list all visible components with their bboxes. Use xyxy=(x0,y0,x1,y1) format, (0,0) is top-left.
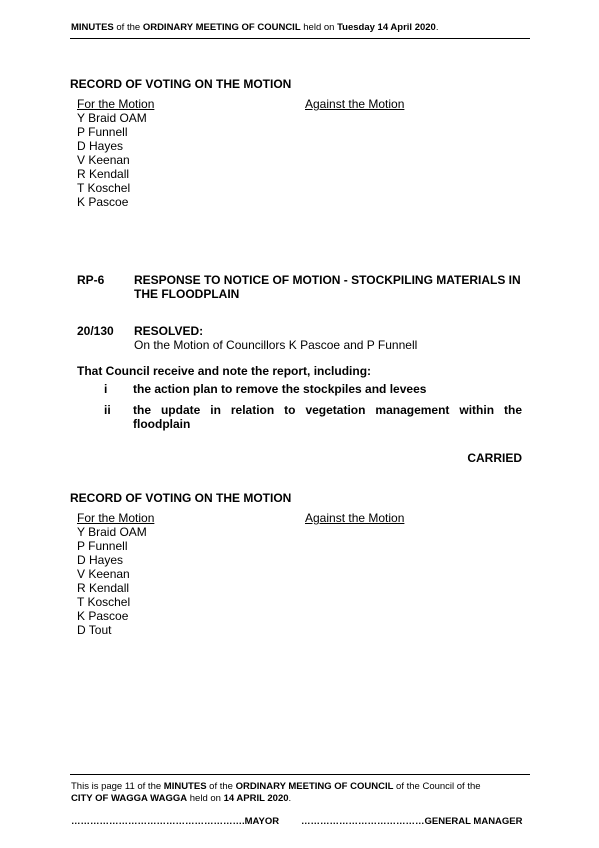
result-carried: CARRIED xyxy=(467,451,522,465)
vote1-for-list xyxy=(77,111,147,209)
vote2-for-label: For the Motion xyxy=(77,511,155,525)
item-title xyxy=(134,273,521,301)
header-of: of the xyxy=(113,22,143,33)
footer-page-note xyxy=(71,781,481,805)
voter: P Funnell xyxy=(77,125,128,139)
voter: D Tout xyxy=(77,623,112,637)
resolution-item-text: the update in relation to vegetation management within the xyxy=(133,403,522,417)
footer-text: CITY OF WAGGA WAGGA xyxy=(71,793,188,804)
header-held-on: held on xyxy=(300,22,338,33)
resolution-mover: On the Motion of Councillors K Pascoe and P Funnell xyxy=(134,338,418,352)
voter: P Funnell xyxy=(77,539,128,553)
vote2-against-label: Against the Motion xyxy=(305,511,405,525)
resolution-number: 20/130 xyxy=(77,324,114,338)
footer-text: ORDINARY MEETING OF COUNCIL xyxy=(235,781,394,792)
vote2-for-list xyxy=(77,525,147,637)
footer-text: . xyxy=(288,793,292,804)
item-title-line2: THE FLOODPLAIN xyxy=(134,287,240,301)
header-date: Tuesday 14 April 2020 xyxy=(337,22,436,33)
footer-text: MINUTES xyxy=(163,781,207,792)
voter: Y Braid OAM xyxy=(77,111,147,125)
header-period: . xyxy=(435,22,439,33)
resolution-label: RESOLVED: xyxy=(134,324,204,338)
footer-text: of the Council of the xyxy=(393,781,481,792)
vote2-heading: RECORD OF VOTING ON THE MOTION xyxy=(70,491,292,505)
resolution-intro: That Council receive and note the report, including: xyxy=(77,364,372,378)
footer-line1 xyxy=(71,781,481,793)
signature-general-manager: …………………………………GENERAL MANAGER xyxy=(301,816,523,827)
header-rule xyxy=(70,38,530,39)
page-header xyxy=(71,22,438,33)
vote1-for-label: For the Motion xyxy=(77,97,155,111)
voter: V Keenan xyxy=(77,153,130,167)
item-title-line1: RESPONSE TO NOTICE OF MOTION - STOCKPILING MATERIALS IN xyxy=(134,273,521,287)
voter: T Koschel xyxy=(77,181,131,195)
voter: Y Braid OAM xyxy=(77,525,147,539)
resolution-item-text-cont: floodplain xyxy=(133,417,191,431)
voter: D Hayes xyxy=(77,553,124,567)
resolution-item-num: ii xyxy=(104,403,111,417)
voter: R Kendall xyxy=(77,581,130,595)
resolution-item-text: the action plan to remove the stockpiles and levees xyxy=(133,382,427,396)
footer-line2 xyxy=(71,793,481,805)
item-code: RP-6 xyxy=(77,273,105,287)
voter: V Keenan xyxy=(77,567,130,581)
footer-text: of the xyxy=(206,781,236,792)
footer-text: This is page 11 of the xyxy=(71,781,164,792)
signature-mayor: ……………………………………………….MAYOR xyxy=(71,816,280,827)
header-meeting: ORDINARY MEETING OF COUNCIL xyxy=(142,22,301,33)
vote1-against-label: Against the Motion xyxy=(305,97,405,111)
voter: D Hayes xyxy=(77,139,124,153)
voter: K Pascoe xyxy=(77,195,129,209)
footer-text: 14 APRIL 2020 xyxy=(223,793,289,804)
footer-rule xyxy=(70,774,530,775)
voter: T Koschel xyxy=(77,595,131,609)
voter: R Kendall xyxy=(77,167,130,181)
vote1-heading: RECORD OF VOTING ON THE MOTION xyxy=(70,77,292,91)
header-minutes: MINUTES xyxy=(71,22,114,33)
footer-text: held on xyxy=(187,793,224,804)
resolution-item-num: i xyxy=(104,382,108,396)
voter: K Pascoe xyxy=(77,609,129,623)
